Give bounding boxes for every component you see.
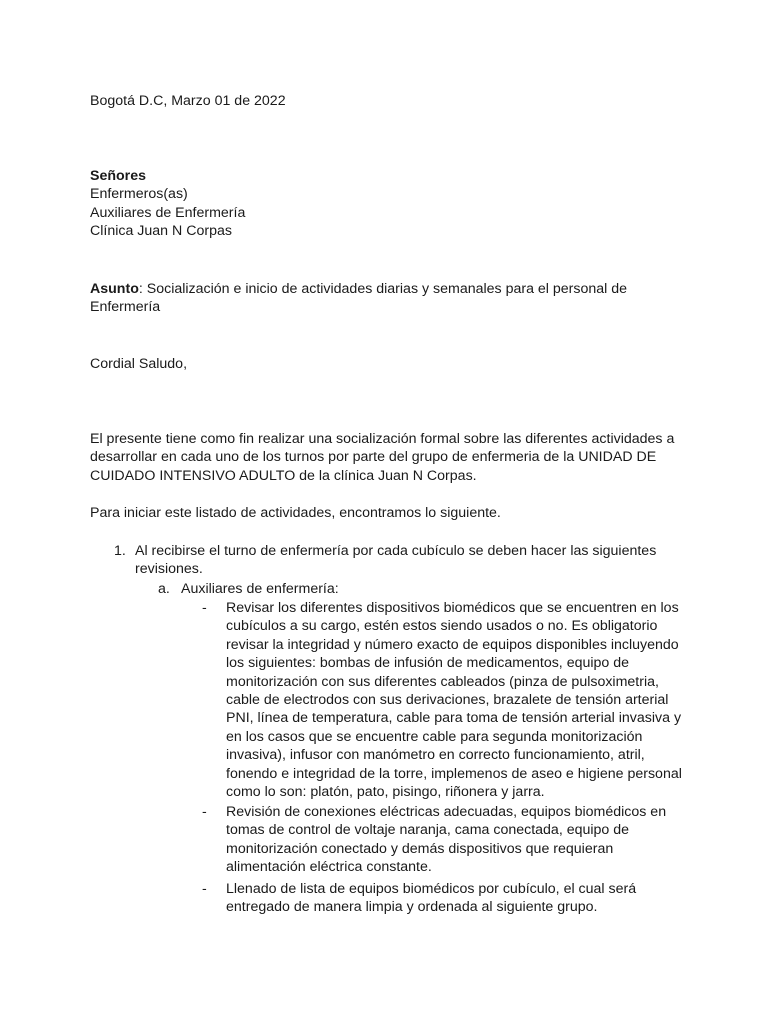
subject-block [90,280,680,317]
subject-text: : Socialización e inicio de actividades diarias y semanales para el personal de [138,281,628,297]
list-number: 1. [114,543,126,559]
recipient-line: Enfermeros(as) [90,186,188,203]
greeting: Cordial Saludo, [90,356,188,372]
dash-bullet: - [202,881,207,897]
list-item-line: Al recibirse el turno de enfermería por cada cubículo se deben hacer las siguientes [135,543,657,559]
bullet-paragraph-3 [226,880,686,917]
bullet-line: Revisar los diferentes dispositivos biomédicos que se encuentren en los [226,600,679,616]
recipients-block [90,167,680,241]
dash-bullet: - [202,804,207,820]
intro-line: CUIDADO INTENSIVO ADULTO de la clínica Juan N Corpas. [90,467,477,484]
bullet-line: monitorización con sus diferentes cableados (pinza de pulsoximetria, [226,673,659,690]
recipient-line: Auxiliares de Enfermería [90,204,246,221]
lead-paragraph: Para iniciar este listado de actividades, encontramos lo siguiente. [90,505,501,521]
subject-label: Asunto [90,281,139,297]
intro-line: El presente tiene como fin realizar una socialización formal sobre las diferentes actividades a [90,431,675,447]
bullet-line: alimentación eléctrica constante. [226,859,432,876]
salutation: Señores [90,168,146,184]
letter-date: Bogotá D.C, Marzo 01 de 2022 [90,93,286,109]
bullet-paragraph-1 [226,599,686,801]
bullet-line: cable de electrodos con sus derivaciones, brazalete de tensión arterial [226,692,669,709]
bullet-line: revisar la integridad y número exacto de equipos disponibles incluyendo [226,636,679,653]
dash-bullet: - [202,600,207,616]
bullet-line: monitorización conectado y demás dispositivos que requieran [226,840,614,857]
sublist-letter: a. [158,581,170,597]
bullet-line: entregado de manera limpia y ordenada al siguiente grupo. [226,899,598,916]
list-item-text [135,542,695,579]
bullet-line: Revisión de conexiones eléctricas adecuadas, equipos biomédicos en [226,804,667,820]
recipient-line: Clínica Juan N Corpas [90,223,232,240]
bullet-line: Llenado de lista de equipos biomédicos por cubículo, el cual será [226,881,637,897]
bullet-line: en los casos que se encuentre cable para segunda monitorización [226,728,643,745]
bullet-line: fonendo e integridad de la torre, implemenos de aseo e higiene personal [226,765,682,782]
intro-paragraph [90,430,680,485]
bullet-line: cubículos a su cargo, estén estos siendo usados o no. Es obligatorio [226,618,658,635]
subject-text-continued: Enfermería [90,299,161,316]
bullet-line: tomas de control de voltaje naranja, cama conectada, equipo de [226,822,630,839]
bullet-line: PNI, línea de temperatura, cable para toma de tensión arterial invasiva y [226,710,682,727]
bullet-line: como lo son: platón, pato, pisingo, riñonera y jarra. [226,784,545,801]
bullet-line: los siguientes: bombas de infusión de medicamentos, equipo de [226,655,630,672]
sublist-label: Auxiliares de enfermería: [181,581,339,597]
intro-line: desarrollar en cada uno de los turnos por parte del grupo de enfermeria de la UNIDAD DE [90,449,657,466]
bullet-line: invasiva), infusor con manómetro en correcto funcionamiento, atril, [226,747,645,764]
list-item-line: revisiones. [135,561,203,578]
bullet-paragraph-2 [226,803,686,877]
